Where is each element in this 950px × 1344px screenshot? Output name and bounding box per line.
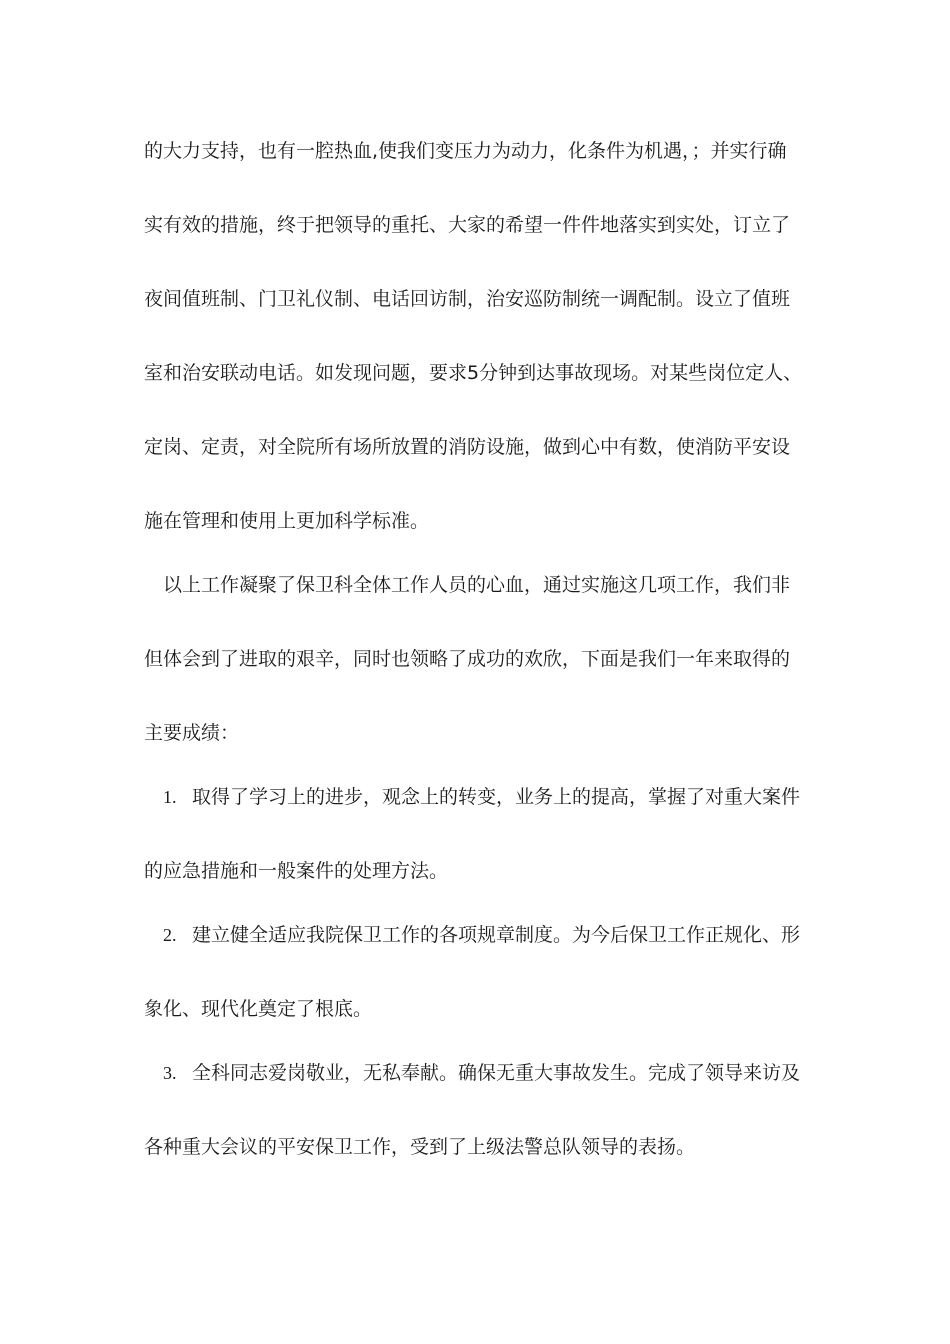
text-line: 室和治安联动电话。如发现问题，要求5分钟到达事故现场。对某些岗位定人、 bbox=[144, 362, 803, 384]
text-line: 主要成绩： bbox=[144, 722, 240, 744]
list-item-line: 全科同志爱岗敬业，无私奉献。确保无重大事故发生。完成了领导来访及 bbox=[192, 1062, 801, 1084]
list-item-line: 建立健全适应我院保卫工作的各项规章制度。为今后保卫工作正规化、形 bbox=[192, 924, 801, 946]
text-line: 但体会到了进取的艰辛，同时也领略了成功的欢欣，下面是我们一年来取得的 bbox=[144, 648, 791, 670]
text-line: 的大力支持，也有一腔热血,使我们变压力为动力，化条件为机遇，；并实行确 bbox=[144, 140, 787, 162]
list-number: 1. bbox=[163, 787, 177, 807]
text-line: 的应急措施和一般案件的处理方法。 bbox=[144, 860, 449, 882]
list-number: 2. bbox=[163, 925, 177, 945]
text-line: 象化、现代化奠定了根底。 bbox=[144, 998, 373, 1020]
text-line: 施在管理和使用上更加科学标准。 bbox=[144, 510, 430, 532]
text-line: 实有效的措施，终于把领导的重托、大家的希望一件件地落实到实处，订立了 bbox=[144, 214, 791, 236]
text-line: 各种重大会议的平安保卫工作，受到了上级法警总队领导的表扬。 bbox=[144, 1136, 696, 1158]
text-line: 定岗、定责，对全院所有场所放置的消防设施，做到心中有数，使消防平安设 bbox=[144, 436, 791, 458]
list-item-line: 取得了学习上的进步，观念上的转变，业务上的提高，掌握了对重大案件 bbox=[192, 786, 801, 808]
paragraph-first-line: 以上工作凝聚了保卫科全体工作人员的心血，通过实施这几项工作，我们非 bbox=[163, 574, 791, 596]
text-line: 夜间值班制、门卫礼仪制、电话回访制，治安巡防制统一调配制。设立了值班 bbox=[144, 288, 791, 310]
list-number: 3. bbox=[163, 1063, 177, 1083]
